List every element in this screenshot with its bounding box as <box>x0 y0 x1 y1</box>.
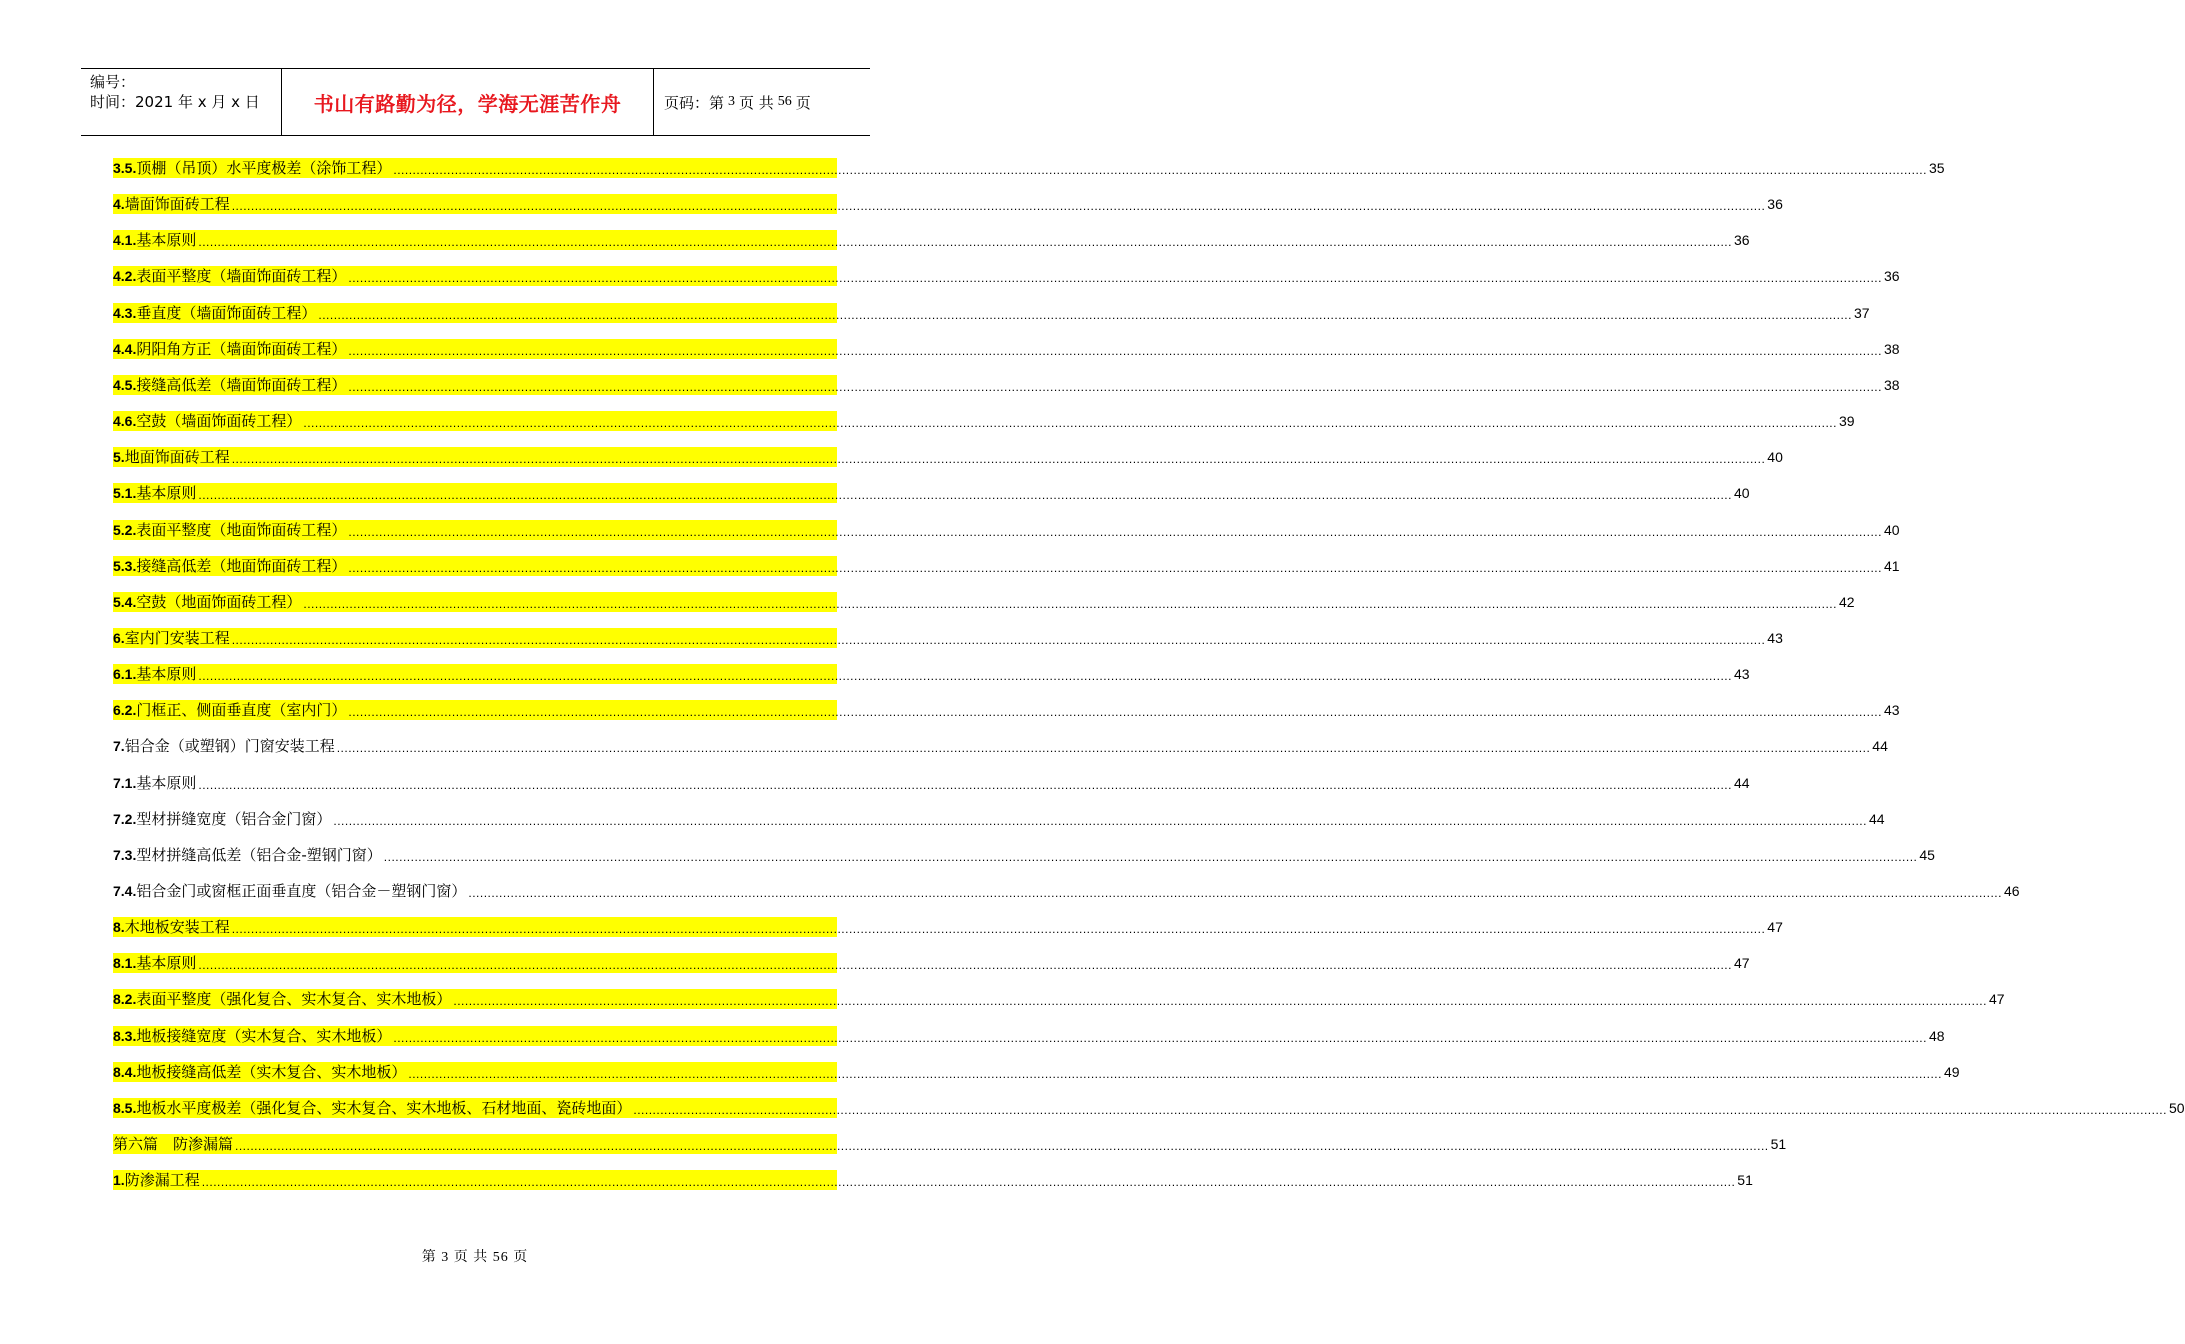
toc-entry-title: 型材拼缝宽度（铝合金门窗） <box>136 809 332 828</box>
toc-entry[interactable] <box>113 230 1750 250</box>
toc-entry-title: 基本原则 <box>136 954 197 973</box>
toc-entry-leader: ................................................................................................................................................................................................................................................................................................................................................................................................................ <box>231 199 1766 214</box>
toc-entry-page: 36 <box>1883 268 1900 285</box>
header-page-info <box>654 69 870 135</box>
toc-entry-leader: ................................................................................................................................................................................................................................................................................................................................................................................................................ <box>348 524 1882 539</box>
toc-entry-leader: ................................................................................................................................................................................................................................................................................................................................................................................................................ <box>633 1102 2167 1117</box>
toc-entry-leader: ................................................................................................................................................................................................................................................................................................................................................................................................................ <box>198 958 1732 973</box>
toc-entry-title: 接缝高低差（地面饰面砖工程） <box>136 556 347 575</box>
toc-entry-leader: ................................................................................................................................................................................................................................................................................................................................................................................................................ <box>468 886 2002 900</box>
toc-entry-number: 5.1. <box>113 485 137 502</box>
toc-entry-title: 垂直度（墙面饰面砖工程） <box>136 303 317 322</box>
toc-entry-number: 7. <box>113 738 125 755</box>
toc-entry-title: 基本原则 <box>136 665 197 684</box>
toc-entry-page: 49 <box>1943 1063 1960 1080</box>
header-meta <box>81 69 281 135</box>
toc-entry-title: 木地板安装工程 <box>124 918 230 937</box>
toc-entry-number: 3.5. <box>113 160 137 176</box>
toc-entry-number: 1. <box>113 1172 125 1189</box>
toc-entry[interactable] <box>113 194 1783 214</box>
toc-entry-leader: ................................................................................................................................................................................................................................................................................................................................................................................................................ <box>383 849 1918 864</box>
toc-entry-number: 8.5. <box>113 1099 137 1116</box>
toc-entry-number: 4. <box>113 196 125 213</box>
toc-entry-number: 7.2. <box>113 810 137 827</box>
toc-entry-page: 42 <box>1838 593 1855 610</box>
toc-entry-number: 4.6. <box>113 413 137 430</box>
toc-entry-title: 铝合金（或塑钢）门窗安装工程 <box>124 737 335 756</box>
toc-entry-title: 基本原则 <box>136 231 197 250</box>
toc-entry-page: 44 <box>1868 810 1885 827</box>
toc-entry[interactable] <box>113 1170 1753 1190</box>
toc-entry-leader: ................................................................................................................................................................................................................................................................................................................................................................................................................ <box>198 488 1732 503</box>
toc-entry-page: 48 <box>1928 1027 1945 1044</box>
toc-entry-number: 4.3. <box>113 304 137 321</box>
toc-entry-page: 44 <box>1872 738 1888 755</box>
toc-entry-number: 5.4. <box>113 593 137 610</box>
toc-entry-leader: ................................................................................................................................................................................................................................................................................................................................................................................................................ <box>348 379 1882 394</box>
toc-entry[interactable] <box>113 520 1900 540</box>
toc-entry-number: 4.4. <box>113 340 137 357</box>
toc-entry-title: 防渗漏工程 <box>124 1171 200 1190</box>
toc-entry[interactable] <box>113 1026 1945 1046</box>
toc-entry-number: 6.2. <box>113 702 137 719</box>
toc-entry-number: 6.1. <box>113 666 137 683</box>
toc-entry[interactable] <box>113 266 1900 286</box>
toc-entry-number: 6. <box>113 629 125 646</box>
toc-entry-title: 空鼓（地面饰面砖工程） <box>136 592 302 611</box>
toc-entry[interactable] <box>113 1098 2185 1118</box>
toc-entry[interactable] <box>113 447 1783 467</box>
toc-entry-title: 表面平整度（墙面饰面砖工程） <box>136 267 347 286</box>
toc-entry-leader: ................................................................................................................................................................................................................................................................................................................................................................................................................ <box>348 560 1882 575</box>
toc-entry-leader: ................................................................................................................................................................................................................................................................................................................................................................................................................ <box>393 1030 1927 1045</box>
toc-entry-leader: ................................................................................................................................................................................................................................................................................................................................................................................................................ <box>393 163 1927 177</box>
toc-entry[interactable] <box>113 736 1888 756</box>
toc-entry-number: 5.2. <box>113 521 137 538</box>
toc-entry-leader: ................................................................................................................................................................................................................................................................................................................................................................................................................ <box>453 994 1987 1009</box>
toc-entry-title: 表面平整度（地面饰面砖工程） <box>136 520 347 539</box>
toc-entry-title: 门框正、侧面垂直度（室内门） <box>136 701 347 720</box>
toc-entry-number: 7.3. <box>113 846 137 863</box>
toc-entry-page: 40 <box>1883 521 1900 538</box>
toc-entry-title: 地板接缝高低差（实木复合、实木地板） <box>136 1062 407 1081</box>
toc-entry-number: 5. <box>113 449 125 466</box>
toc-entry-leader: ................................................................................................................................................................................................................................................................................................................................................................................................................ <box>231 632 1766 647</box>
toc-entry-number: 4.5. <box>113 376 137 393</box>
toc-entry-title: 基本原则 <box>136 773 197 792</box>
page-header <box>81 68 870 136</box>
toc-entry-leader: ................................................................................................................................................................................................................................................................................................................................................................................................................ <box>235 1139 1769 1154</box>
header-date-label: 时间：2021 年 x 月 x 日 <box>90 93 260 111</box>
toc-entry-page: 51 <box>1770 1136 1787 1153</box>
toc-entry[interactable] <box>113 989 2005 1009</box>
toc-entry-leader: ................................................................................................................................................................................................................................................................................................................................................................................................................ <box>333 813 1867 828</box>
toc-entry-page: 38 <box>1883 340 1900 357</box>
toc-entry-page: 39 <box>1838 413 1855 430</box>
toc-entry-number: 8.3. <box>113 1027 137 1044</box>
toc-entry[interactable] <box>113 809 1885 829</box>
toc-entry[interactable] <box>113 773 1750 793</box>
toc-entry-title: 阴阳角方正（墙面饰面砖工程） <box>136 339 347 358</box>
toc-entry-page: 43 <box>1733 666 1750 683</box>
toc-entry[interactable] <box>113 1134 1787 1154</box>
toc-entry-page: 43 <box>1767 629 1783 646</box>
header-motto: 书山有路勤为径，学海无涯苦作舟 <box>281 69 654 135</box>
toc-entry[interactable] <box>113 556 1900 576</box>
toc-entry-title: 第六篇 防渗漏篇 <box>113 1135 234 1154</box>
toc-entry-page: 47 <box>1988 991 2005 1008</box>
toc-entry-title: 墙面饰面砖工程 <box>124 195 230 214</box>
header-page-current: 3 <box>728 94 736 109</box>
toc-entry[interactable] <box>113 628 1783 648</box>
toc-entry[interactable] <box>113 303 1870 323</box>
toc-entry-page: 43 <box>1883 702 1900 719</box>
toc-entry[interactable] <box>113 592 1855 612</box>
toc-entry-page: 35 <box>1928 160 1945 176</box>
toc-entry-number: 5.3. <box>113 557 137 574</box>
toc-entry-page: 40 <box>1733 485 1750 502</box>
header-page-total: 56 <box>777 94 792 109</box>
toc-entry-title: 顶棚（吊顶）水平度极差（涂饰工程） <box>136 159 392 177</box>
toc-entry-page: 45 <box>1919 846 1935 863</box>
toc-entry-leader: ................................................................................................................................................................................................................................................................................................................................................................................................................ <box>348 705 1882 720</box>
toc-entry-leader: ................................................................................................................................................................................................................................................................................................................................................................................................................ <box>198 777 1732 792</box>
toc-entry-number: 8. <box>113 919 125 936</box>
toc-entry-number: 8.2. <box>113 991 137 1008</box>
toc-entry-leader: ................................................................................................................................................................................................................................................................................................................................................................................................................ <box>198 235 1732 250</box>
toc-entry-page: 46 <box>2003 883 2020 899</box>
toc-entry-leader: ................................................................................................................................................................................................................................................................................................................................................................................................................ <box>303 596 1837 611</box>
toc-entry[interactable] <box>113 375 1900 395</box>
header-page-mid: 页 共 <box>739 93 774 112</box>
toc-entry-title: 基本原则 <box>136 484 197 503</box>
toc-entry-page: 47 <box>1767 919 1783 936</box>
toc-entry-title: 地板水平度极差（强化复合、实木复合、实木地板、石材地面、瓷砖地面） <box>136 1098 632 1117</box>
toc-entry-title: 型材拼缝高低差（铝合金-塑钢门窗） <box>136 845 382 864</box>
toc-entry-page: 41 <box>1883 557 1900 574</box>
toc-entry[interactable] <box>113 881 2020 901</box>
toc-entry-page: 37 <box>1853 304 1870 321</box>
toc-entry-title: 接缝高低差（墙面饰面砖工程） <box>136 375 347 394</box>
toc-entry-leader: ................................................................................................................................................................................................................................................................................................................................................................................................................ <box>336 741 1871 756</box>
toc-entry[interactable] <box>113 700 1900 720</box>
toc-entry-number: 7.1. <box>113 774 137 791</box>
toc-entry-page: 36 <box>1733 232 1750 249</box>
toc-entry[interactable] <box>113 845 1935 865</box>
toc-entry-leader: ................................................................................................................................................................................................................................................................................................................................................................................................................ <box>231 922 1766 937</box>
header-page-suffix: 页 <box>795 93 811 112</box>
header-number-label: 编号： <box>90 73 136 91</box>
toc-entry[interactable] <box>113 158 1945 178</box>
toc-entry-leader: ................................................................................................................................................................................................................................................................................................................................................................................................................ <box>303 416 1837 431</box>
toc-entry[interactable] <box>113 411 1855 431</box>
toc-entry[interactable] <box>113 664 1750 684</box>
toc-entry-leader: ................................................................................................................................................................................................................................................................................................................................................................................................................ <box>408 1066 1942 1081</box>
toc-entry[interactable] <box>113 953 1750 973</box>
toc-entry-leader: ................................................................................................................................................................................................................................................................................................................................................................................................................ <box>348 271 1882 286</box>
toc-entry-number: 8.4. <box>113 1063 137 1080</box>
toc-entry-page: 38 <box>1883 376 1900 393</box>
toc-entry-page: 40 <box>1767 449 1783 466</box>
toc-entry[interactable] <box>113 1062 1960 1082</box>
toc-entry-page: 50 <box>2168 1099 2185 1116</box>
header-page-prefix: 页码：第 <box>664 93 725 112</box>
toc-entry-title: 空鼓（墙面饰面砖工程） <box>136 412 302 431</box>
toc-entry-leader: ................................................................................................................................................................................................................................................................................................................................................................................................................ <box>318 307 1852 322</box>
toc-entry-leader: ................................................................................................................................................................................................................................................................................................................................................................................................................ <box>201 1175 1736 1190</box>
toc-entry[interactable] <box>113 917 1783 937</box>
toc-entry-leader: ................................................................................................................................................................................................................................................................................................................................................................................................................ <box>231 452 1766 467</box>
toc-entry-page: 47 <box>1733 955 1750 972</box>
toc-entry-page: 36 <box>1767 196 1783 213</box>
page-footer: 第 3 页 共 56 页 <box>421 1250 529 1265</box>
toc-entry-title: 铝合金门或窗框正面垂直度（铝合金－塑钢门窗） <box>136 882 467 900</box>
toc-entry-title: 地板接缝宽度（实木复合、实木地板） <box>136 1026 392 1045</box>
toc-entry-number: 8.1. <box>113 955 137 972</box>
toc-entry-number: 4.1. <box>113 232 137 249</box>
toc-entry-title: 表面平整度（强化复合、实木复合、实木地板） <box>136 990 452 1009</box>
toc-entry-leader: ................................................................................................................................................................................................................................................................................................................................................................................................................ <box>348 343 1882 358</box>
toc-entry-leader: ................................................................................................................................................................................................................................................................................................................................................................................................................ <box>198 669 1732 684</box>
toc-entry-title: 地面饰面砖工程 <box>124 448 230 467</box>
toc-entry-number: 7.4. <box>113 883 137 899</box>
toc-entry[interactable] <box>113 339 1900 359</box>
toc-entry[interactable] <box>113 483 1750 503</box>
toc-entry-page: 44 <box>1733 774 1750 791</box>
toc-entry-title: 室内门安装工程 <box>124 628 230 647</box>
toc-entry-number: 4.2. <box>113 268 137 285</box>
toc-entry-page: 51 <box>1737 1172 1753 1189</box>
